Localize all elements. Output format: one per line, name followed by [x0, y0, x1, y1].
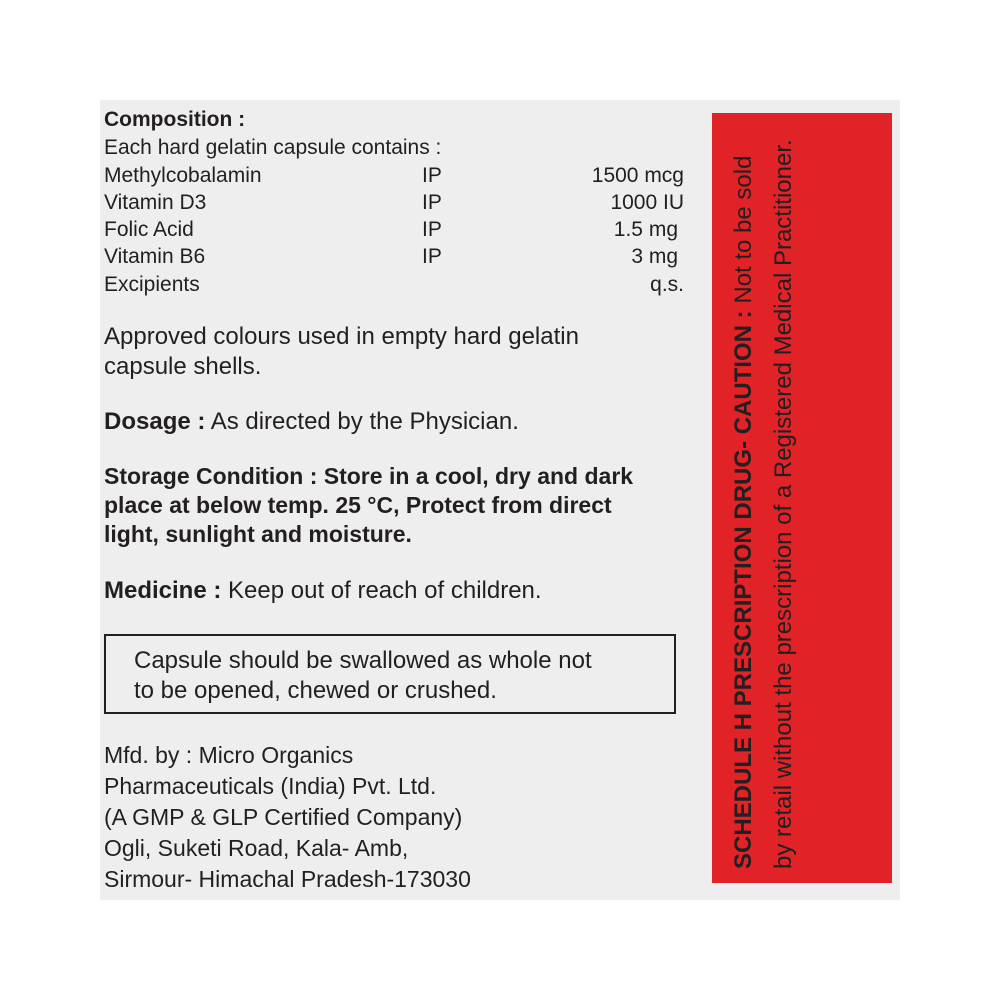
swallow-notice-text [134, 646, 592, 706]
ingredient-name: Folic Acid [104, 218, 194, 241]
ingredient-name: Vitamin B6 [104, 245, 206, 268]
composition-row [104, 245, 684, 271]
ingredient-quantity: q.s. [650, 273, 684, 296]
dosage-text: As directed by the Physician. [210, 408, 519, 435]
composition-heading: Composition : [104, 108, 246, 131]
composition-row [104, 218, 684, 244]
ingredient-standard: IP [422, 245, 442, 268]
composition-intro: Each hard gelatin capsule contains : [104, 136, 442, 159]
ingredient-name: Vitamin D3 [104, 191, 207, 214]
composition-row [104, 191, 684, 217]
medicine-text: Keep out of reach of children. [228, 577, 542, 604]
ingredient-quantity: 1000 IU [610, 191, 684, 214]
dosage-label: Dosage : [104, 408, 206, 435]
ingredient-quantity: 3 mg [631, 245, 678, 268]
mfd-line-2: Pharmaceuticals (India) Pvt. Ltd. [104, 773, 437, 799]
colours-note [104, 322, 579, 382]
ingredient-standard: IP [422, 164, 442, 187]
mfd-line-5: Sirmour- Himachal Pradesh-173030 [104, 866, 471, 892]
medicine [104, 577, 542, 605]
mfd-line-4: Ogli, Suketi Road, Kala- Amb, [104, 835, 409, 861]
notice-line-2: to be opened, chewed or crushed. [134, 677, 497, 704]
composition-row [104, 164, 684, 190]
ingredient-standard: IP [422, 218, 442, 241]
mfd-line-3: (A GMP & GLP Certified Company) [104, 804, 463, 830]
ingredient-standard: IP [422, 191, 442, 214]
schedule-h-caution-panel [712, 113, 892, 883]
manufacturer-block [104, 740, 471, 895]
caution-rotated-wrapper [712, 113, 892, 883]
caution-heading: SCHEDULE H PRESCRIPTION DRUG- CAUTION : [730, 310, 757, 869]
composition-row [104, 273, 684, 299]
caution-body: Not to be sold by retail without the prescription of a Registered Medical Practitioner. [730, 139, 797, 869]
ingredient-name: Excipients [104, 273, 200, 296]
swallow-notice-box [104, 634, 676, 714]
dosage [104, 408, 519, 436]
ingredient-quantity: 1.5 mg [613, 218, 678, 241]
medicine-label: Medicine : [104, 577, 222, 604]
colours-line-2: capsule shells. [104, 353, 262, 380]
ingredient-quantity: 1500 mcg [591, 164, 684, 187]
ingredient-name: Methylcobalamin [104, 164, 262, 187]
storage-condition: Storage Condition : Store in a cool, dry and dark place at below temp. 25 °C, Protect from direct light, sunlight and moisture. [104, 463, 634, 547]
mfd-line-1: Mfd. by : Micro Organics [104, 742, 354, 768]
colours-line-1: Approved colours used in empty hard gelatin [104, 323, 579, 350]
caution-text-block [724, 129, 804, 869]
notice-line-1: Capsule should be swallowed as whole not [134, 647, 592, 674]
